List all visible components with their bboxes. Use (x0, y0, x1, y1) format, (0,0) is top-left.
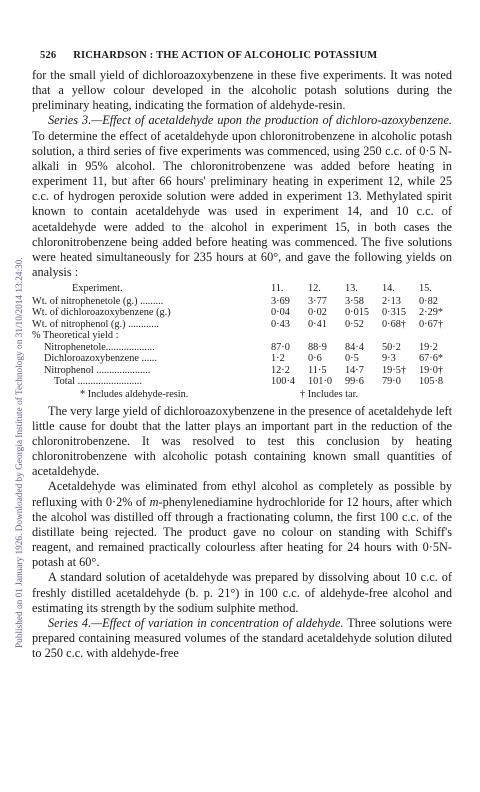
download-watermark (2, 8, 25, 648)
meta-prefix: m (149, 494, 159, 509)
table-row-label: Dichloroazoxybenzene ...... (44, 353, 157, 365)
table-cell: 0·5 (345, 353, 359, 365)
table-cell: 87·0 (271, 341, 290, 353)
table-cell: 101·0 (308, 376, 333, 388)
table-total-row (32, 376, 452, 388)
table-cell: 0·6 (308, 353, 322, 365)
table-subheading: % Theoretical yield : (32, 330, 119, 342)
table-cell: 3·69 (271, 295, 290, 307)
table-row (32, 365, 452, 377)
table-cell: 11·5 (308, 364, 327, 376)
table-cell: 3·58 (345, 295, 364, 307)
footnote-dagger: † Includes tar. (300, 388, 359, 400)
article-body (32, 68, 452, 661)
paragraph-continuation: for the small yield of dichloroazoxybenzene in these five experiments. It was noted that a yellow colour developed in the alcoholic potash solutions during the preliminary heating, indicating the formation of aldehyde-resin. (32, 68, 452, 113)
table-cell: 79·0 (382, 376, 401, 388)
table-row-label: Total ......................... (54, 376, 142, 388)
table-cell: 84·4 (345, 341, 364, 353)
paragraph-series-3 (32, 113, 452, 280)
table-header-row (32, 283, 452, 296)
table-row-label: Wt. of nitrophenetole (g.) ......... (32, 295, 164, 307)
table-cell: 67·6* (419, 353, 444, 365)
page-header (40, 50, 450, 61)
table-cell: 2·29* (419, 307, 444, 319)
table-cell: 50·2 (382, 341, 401, 353)
table-column-header: 12. (308, 283, 321, 295)
table-column-header: 11. (271, 283, 284, 295)
elimination-text-start: Acetaldehyde was eliminated from ethyl alcohol as completely as possible by refluxing with 0·2% of (32, 479, 452, 509)
table-cell: 0·67† (419, 318, 444, 330)
table-cell: 1·2 (271, 353, 285, 365)
table-cell: 0·315 (382, 307, 407, 319)
table-cell: 0·02 (308, 307, 327, 319)
table-column-header: 13. (345, 283, 358, 295)
table-column-header: 14. (382, 283, 395, 295)
table-cell: 0·68† (382, 318, 407, 330)
table-cell: 2·13 (382, 295, 401, 307)
table-cell: 0·015 (345, 307, 370, 319)
table-cell: 14·7 (345, 364, 364, 376)
table-cell: 105·8 (419, 376, 444, 388)
table-subheading-row (32, 330, 452, 342)
table-row-label: Wt. of nitrophenol (g.) ............ (32, 318, 159, 330)
paragraph-aldehyde-elimination (32, 479, 452, 570)
table-cell: 88·9 (308, 341, 327, 353)
table-row (32, 342, 452, 354)
table-column-header: 15. (419, 283, 432, 295)
download-watermark-text: Published on 01 January 1926. Downloaded by Georgia Institute of Technology on 31/10/2014 13:24:30. (15, 257, 25, 648)
running-title: RICHARDSON : THE ACTION OF ALCOHOLIC POTASSIUM (73, 50, 378, 61)
table-cell: 99·6 (345, 376, 364, 388)
page-number: 526 (40, 50, 57, 61)
table-cell: 0·04 (271, 307, 290, 319)
table-footnotes (32, 389, 452, 401)
elimination-text-end: -phenylenediamine hydrochloride for 12 hours, after which the alcohol was distilled off through a fractionating column, the first 100 c.c. of the distillate being rejected. The product gave no colour on standing with Schiff's reagent, and remained practically colourless after heating for 24 hours with 0·5N-potash at 60°. (32, 494, 452, 570)
paragraph-conclusion: The very large yield of dichloroazoxybenzene in the presence of acetaldehyde left little cause for doubt that the latter plays an important part in the reduction of the chloronitrobenzene. It was resolved to test this conclusion by heating chloronitrobenzene with alcoholic potash containing known small quantities of acetaldehyde. (32, 403, 452, 479)
footnote-star: * Includes aldehyde-resin. (80, 388, 189, 400)
table-cell: 0·82 (419, 295, 438, 307)
series-4-heading: Series 4.—Effect of variation in concentration of aldehyde. (48, 615, 344, 630)
table-cell: 3·77 (308, 295, 327, 307)
table-row (32, 307, 452, 319)
table-row (32, 353, 452, 365)
table-cell: 19·2 (419, 341, 438, 353)
table-row-label: Wt. of dichloroazoxybenzene (g.) (32, 307, 171, 319)
table-cell: 0·43 (271, 318, 290, 330)
yields-table (32, 283, 452, 388)
table-cell: 19·5† (382, 364, 407, 376)
table-cell: 12·2 (271, 364, 290, 376)
series-4-text: Three solutions were prepared containing measured volumes of the standard acetaldehyde solution diluted to 250 c.c. with aldehyde-free (32, 615, 452, 661)
table-row (32, 296, 452, 308)
series-3-text: To determine the effect of acetaldehyde upon chloronitrobenzene in alcoholic potash solution, a third series of five experiments was commenced, using 250 c.c. of 0·5 N-alkali in 95% alcohol. The chloronitrobenzene was added before heating in experiment 11, but after 66 hours' preliminary heating in experiment 12, while 25 c.c. of hydrogen peroxide solution were added in experiment 13. Methylated spirit known to contain acetaldehyde was used in experiment 14, and 10 c.c. of acetaldehyde were added to the alcohol in experiment 15, in both cases the chloronitrobenzene being added before heating was commenced. The five solutions were heated simultaneously for 235 hours at 60°, and gave the following yields on analysis : (32, 128, 452, 280)
table-cell: 9·3 (382, 353, 396, 365)
table-cell: 100·4 (271, 376, 296, 388)
table-cell: 19·0† (419, 364, 444, 376)
table-cell: 0·52 (345, 318, 364, 330)
table-row-label: Nitrophenol ..................... (44, 364, 151, 376)
paragraph-series-4 (32, 616, 452, 661)
table-header-label: Experiment. (72, 283, 123, 295)
table-row (32, 319, 452, 331)
series-3-heading: Series 3.—Effect of acetaldehyde upon the production of dichloro-azoxybenzene. (48, 113, 452, 128)
table-cell: 0·41 (308, 318, 327, 330)
paragraph-standard-solution: A standard solution of acetaldehyde was prepared by dissolving about 10 c.c. of freshly distilled acetaldehyde (b. p. 21°) in 100 c.c. of aldehyde-free alcohol and estimating its strength by the sodium sulphite method. (32, 570, 452, 615)
table-row-label: Nitrophenetole................... (44, 341, 155, 353)
